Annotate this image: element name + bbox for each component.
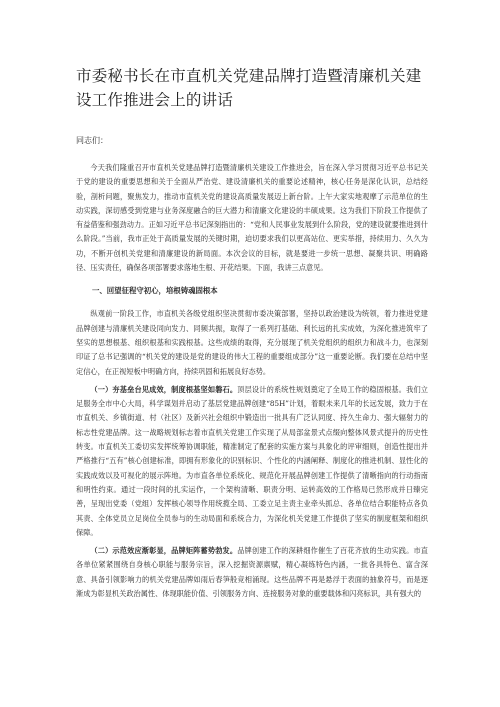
salutation: 同志们： <box>76 136 108 145</box>
subsection-1-body: 顶层设计的系统性规划奠定了全局工作的稳固根基。我们立足服务全市中心大局，科学谋划并启动了基层党建品牌创建“85H”计划，着眼未来几年的长远发展，致力于在市直机关、乡镇街道、村（社区）及新兴社会组织中锻造出一批具有广泛认同度、持久生命力、强大辐射力的标志性党建品牌。这一战略规划标志着市直机关党建工作实现了从局部盆景式点缀向整体风景式提升的历史性转变。市直机关工委切实发挥统筹协调职能，精准制定了配套的实施方案与具象化的评审细则，创造性提出并严格推行“五有”核心创建标准，即拥有形象化的识别标识、个性化的内涵阐释、制度化的推进机制、显性化的实践成效以及可视化的展示阵地。为市直各单位系统化、规范化开展品牌创建工作提供了清晰指向的行动指南和明性约束。通过一段时间的扎实运作，一个架构清晰、职责分明、运转高效的工作格局已然形成并日臻完善，呈现出党委（党组）发挥核心领导作用统揽全局、工委立足主责主业牵头抓总、各单位结合职能特点各负其责、全体党员立足岗位全员参与的生动局面和系统合力，为深化机关党建工作提供了坚实的制度框架和组织保障。 <box>76 384 428 537</box>
intro-paragraph: 今天我们隆重召开市直机关党建品牌打造暨清廉机关建设工作推进会，旨在深入学习贯彻习近平总书记关于党的建设的重要思想和关于全面从严治党、建设清廉机关的重要论述精神，核心任务是深化认识，总结经验，剖析问题，聚焦发力，推动市直机关党的建设高质量发展迈上新台阶。上午大家实地观摩了示范单位的生动实践，深切感受到党建与业务深度融合的巨大潜力和清廉文化建设的丰硕成果。这为我们下阶段工作提供了有益借鉴和强劲动力。正如习近平总书记深刻指出的：“党和人民事业发展到什么阶段，党的建设就要推进到什么阶段。”当前，我市正处于高质量发展的关键时期，迫切要求我们以更高站位、更实举措，持续用力、久久为功，不断开创机关党建和清廉建设的新局面。本次会议的目标，就是要进一步统一思想、凝聚共识、明确路径、压实责任，确保各项部署要求落地生根、开花结果。下面，我讲三点意见。 <box>76 163 428 273</box>
subsection-1-heading: （一）夯基垒台见成效，制度根基坚如磐石。 <box>90 384 238 394</box>
section-1-heading: 一、回望征程守初心，培根铸魂固根本 <box>92 286 218 296</box>
section-1-paragraph: 纵观前一阶段工作，市直机关各级党组织坚决贯彻市委决策部署，坚持以政治建设为统领，着力推进党建品牌创建与清廉机关建设同向发力、同频共振，取得了一系列打基础、利长远的扎实成效，为深化推进筑牢了坚实的思想根基、组织根基和实践根基。这些成绩的取得，充分展现了机关党组织的组织力和战斗力，也深刻印证了总书记强调的“机关党的建设是党的建设的伟大工程的重要组成部分”这一重要论断。我们要在总结中坚定信心，在正视短板中明确方向，持续巩固和拓展良好态势。 <box>76 309 428 376</box>
subsection-2-paragraph <box>76 544 428 601</box>
document-title: 市委秘书长在市直机关党建品牌打造暨清廉机关建设工作推进会上的讲话 <box>76 67 422 109</box>
subsection-1-paragraph <box>76 383 428 540</box>
subsection-2-body: 品牌创建工作的深耕细作催生了百花齐放的生动实践。市直各单位紧紧围绕自身核心职能与服务宗旨，深入挖掘资源禀赋，精心凝练特色内涵，一批各具特色、富含深意、具备引领影响力的机关党建品牌如雨后春笋般竞相涌现。这些品牌不再是悬浮于表面的抽象符号，而是逐渐成为彰显机关政治属性、体现职能价值、引领服务方向、连接服务对象的重要载体和闪亮标识，具有强大的 <box>76 546 428 599</box>
subsection-2-heading: （二）示范效应渐彰显，品牌矩阵蓄势勃发。 <box>90 546 238 556</box>
